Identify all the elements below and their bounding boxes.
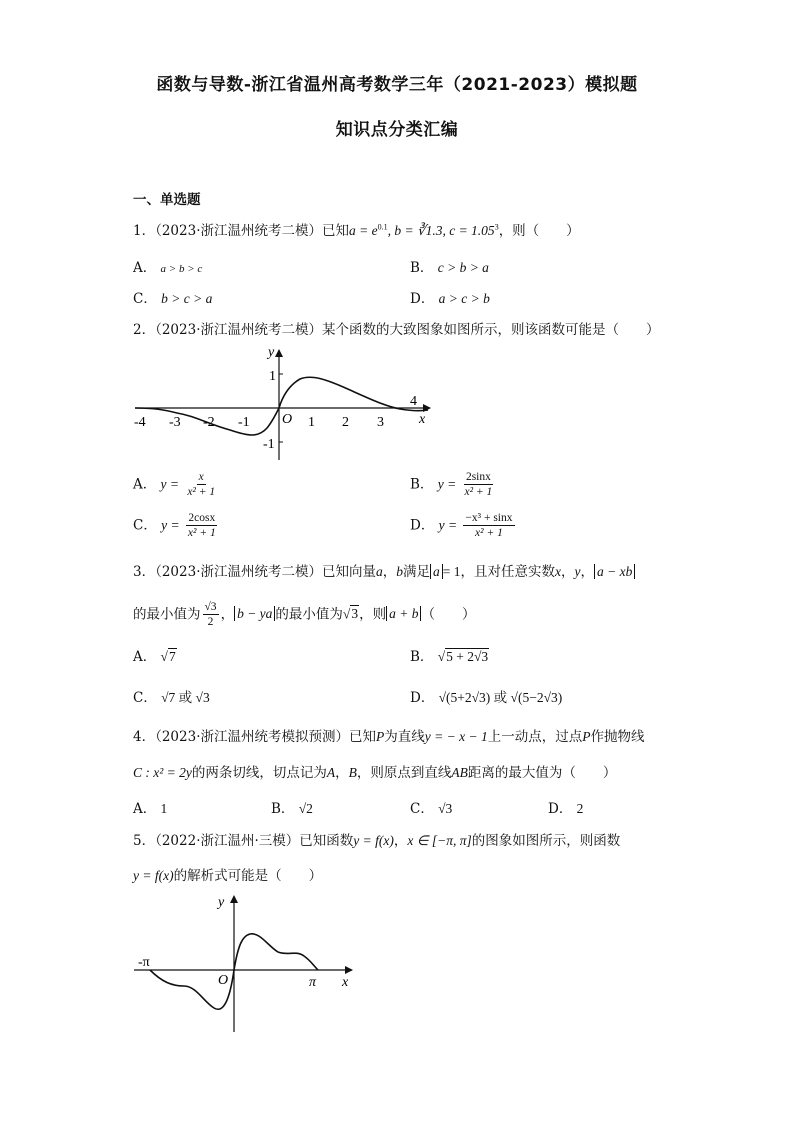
q2-xtick-neg3: -3 xyxy=(169,415,181,430)
q2-option-b-num: 2sinx xyxy=(464,470,493,485)
q2-graph xyxy=(130,342,440,462)
q3-option-c-label: C． xyxy=(133,690,157,706)
q5-neg-pi: -π xyxy=(138,955,150,970)
q3-comma2: ， xyxy=(561,564,575,580)
q3-stem-prefix: 3．（2023·浙江温州统考二模）已知向量 xyxy=(133,564,376,580)
q3-option-b[interactable]: B． √5 + 2√3 xyxy=(410,649,489,665)
q3-option-a-text: 7 xyxy=(168,649,176,664)
q3-option-b-label: B． xyxy=(410,649,434,665)
q4-origin-text: ，则原点到直线 xyxy=(356,765,452,781)
q2-option-d-label: D． xyxy=(410,517,435,534)
q4-parabola-text: 作抛物线 xyxy=(590,729,645,745)
q2-option-d[interactable] xyxy=(410,511,517,541)
q2-option-c-lhs: y = xyxy=(161,517,180,533)
q3-option-d-label: D． xyxy=(410,690,435,706)
q3-eq1: = 1 xyxy=(442,564,461,579)
q3-frac-num: √3 xyxy=(203,600,219,615)
q5-stem-line2 xyxy=(133,864,322,884)
q2-option-c-num: 2cosx xyxy=(186,511,217,526)
q2-origin-label: O xyxy=(282,412,293,427)
q5-domain: x ∈ [−π, π] xyxy=(407,833,472,848)
q1-option-d-text: a > c > b xyxy=(438,291,490,306)
q4-stem-line1 xyxy=(133,725,644,745)
q2-option-d-lhs: y = xyxy=(438,517,458,533)
q5-graph xyxy=(132,890,362,1035)
q3-option-b-text: 5 + 2√3 xyxy=(446,649,489,664)
q3-then: ，则 xyxy=(359,606,387,623)
q3-min-value-text2: 的最小值为 xyxy=(275,606,343,623)
q5-function2: y = f(x) xyxy=(133,868,174,883)
q1-exp: 0.1 xyxy=(377,222,388,232)
q4-point-b: B xyxy=(348,765,357,780)
q3-x: x xyxy=(555,564,561,579)
q5-pi: π xyxy=(309,975,317,990)
q1-option-b[interactable] xyxy=(410,256,489,276)
q2-xtick-3: 3 xyxy=(377,415,384,430)
q4-option-c-label: C． xyxy=(410,801,434,817)
q3-option-d-text: √(5+2√3) 或 √(5−2√3) xyxy=(438,690,563,705)
q4-option-a-label: A． xyxy=(133,801,157,817)
q1-stem-math2: , b = ∛1.3, c = 1.05 xyxy=(387,223,495,238)
q1-option-d[interactable] xyxy=(410,287,490,307)
q2-option-c[interactable] xyxy=(133,511,220,541)
q4-option-b-text: √2 xyxy=(298,801,313,816)
q2-option-b-label: B． xyxy=(410,476,434,493)
q4-option-c[interactable] xyxy=(410,797,452,817)
q1-stem-end: ，则（ ） xyxy=(498,223,580,239)
q2-xtick-neg4: -4 xyxy=(134,415,146,430)
q4-option-d-text: 2 xyxy=(576,801,584,816)
q1-stem-prefix: 1．（2023·浙江温州统考二模）已知 xyxy=(133,223,349,239)
q2-option-a-den: x² + 1 xyxy=(187,486,216,499)
q4-line-eq: y = − x − 1 xyxy=(424,729,488,744)
q2-ytick-neg1: -1 xyxy=(263,437,275,452)
q3-vector-b: b xyxy=(396,564,403,579)
q3-vector-a: a xyxy=(376,564,383,579)
q1-option-a-text: a > b > c xyxy=(160,263,203,275)
q4-point-p: P xyxy=(376,729,385,744)
q5-stem-line1 xyxy=(133,829,620,849)
q3-comma3: ， xyxy=(580,564,594,580)
q3-sqrt3: 3 xyxy=(351,606,359,622)
q4-tangent-text: 的两条切线，切点记为 xyxy=(191,765,327,781)
q2-option-d-den: x² + 1 xyxy=(475,527,503,540)
q1-option-a[interactable] xyxy=(133,256,202,276)
q2-y-label: y xyxy=(268,345,275,360)
q5-y-label: y xyxy=(218,895,225,910)
q4-option-b[interactable] xyxy=(271,797,313,817)
q2-option-b-lhs: y = xyxy=(437,476,457,492)
q4-stem-prefix: 4．（2023·浙江温州统考模拟预测）已知 xyxy=(133,729,376,745)
q2-xtick-neg2: -2 xyxy=(203,415,215,430)
q3-paren: （ ） xyxy=(421,606,476,623)
q5-formula-text: 的解析式可能是（ ） xyxy=(173,868,323,884)
q3-comma: ， xyxy=(382,564,397,580)
q5-origin-label: O xyxy=(218,973,229,988)
q4-option-d[interactable] xyxy=(548,797,583,817)
q3-stem-satisfy: 满足 xyxy=(403,564,430,580)
q2-option-c-label: C． xyxy=(133,517,157,534)
q1-stem-math: a = e xyxy=(349,223,378,238)
q4-point-a: A xyxy=(326,765,336,780)
q3-option-c-text: √7 或 √3 xyxy=(161,690,210,705)
q1-option-c[interactable] xyxy=(133,287,212,307)
q4-on-line: 为直线 xyxy=(384,729,425,745)
q2-xtick-4: 4 xyxy=(410,394,417,409)
q1-stem xyxy=(133,219,580,239)
q3-option-a-label: A． xyxy=(133,649,157,665)
q1-exp2: 3 xyxy=(494,222,499,232)
q4-option-a-text: 1 xyxy=(160,801,168,816)
page-subtitle: 知识点分类汇编 xyxy=(335,120,459,140)
q4-option-a[interactable] xyxy=(133,797,167,817)
page-title: 函数与导数-浙江省温州高考数学三年（2021-2023）模拟题 xyxy=(156,75,638,95)
q4-option-c-text: √3 xyxy=(438,801,453,816)
q4-stem-line2: C : x² = 2y的两条切线，切点记为A，B，则原点到直线AB距离的最大值为（ ） xyxy=(133,765,617,781)
q3-stem-line1 xyxy=(133,560,635,580)
q1-option-b-label: B． xyxy=(410,260,434,276)
q5-graph-text: 的图象如图所示，则函数 xyxy=(471,833,621,849)
q2-option-d-num: −x³ + sinx xyxy=(463,511,514,526)
q2-xtick-1: 1 xyxy=(308,415,315,430)
q3-y: y xyxy=(574,564,581,579)
q1-option-a-label: A． xyxy=(133,260,157,276)
q2-x-label: x xyxy=(419,412,426,427)
q3-min-value-text: 的最小值为 xyxy=(133,606,201,623)
q1-option-c-label: C． xyxy=(133,291,157,307)
q3-stem-any-real: ，且对任意实数 xyxy=(460,564,555,580)
q4-option-b-label: B． xyxy=(271,801,295,817)
q4-option-d-label: D． xyxy=(548,801,573,817)
q3-stem-line2: 的最小值为 $\frac{√3}{2}$ ， b − ya 的最小值为√3，则 a + b （ ） xyxy=(133,601,476,629)
q3-expr2: b − ya xyxy=(234,606,275,621)
q3-option-d[interactable] xyxy=(410,686,562,706)
q2-option-b[interactable] xyxy=(410,470,496,500)
q5-function: y = f(x) xyxy=(353,833,394,848)
q1-option-b-text: c > b > a xyxy=(437,260,489,275)
q2-option-b-den: x² + 1 xyxy=(464,486,493,499)
q3-option-c[interactable] xyxy=(133,686,210,706)
q2-xtick-neg1: -1 xyxy=(238,415,250,430)
q2-option-a-num: x xyxy=(197,470,206,485)
q4-moving-point: 上一动点，过点 xyxy=(487,729,583,745)
q4-line-ab: AB xyxy=(451,765,468,780)
q5-x-label: x xyxy=(342,975,349,990)
q1-option-d-label: D． xyxy=(410,291,435,307)
q2-option-a-label: A． xyxy=(133,476,157,493)
q2-ytick-1: 1 xyxy=(269,369,276,384)
q5-comma: ， xyxy=(393,833,408,849)
q3-expr1: a − xb xyxy=(594,564,635,579)
q3-comma4: ， xyxy=(220,606,235,623)
q4-point-p2: P xyxy=(582,729,591,744)
q3-expr3: a + b xyxy=(386,606,421,621)
q2-option-a[interactable] xyxy=(133,470,219,500)
q1-option-c-text: b > c > a xyxy=(161,291,213,306)
q2-stem: 2．（2023·浙江温州统考二模）某个函数的大致图象如图所示，则该函数可能是（ ） xyxy=(133,322,660,338)
q3-frac-den: 2 xyxy=(207,616,214,629)
q4-max-distance: 距离的最大值为（ ） xyxy=(467,765,617,781)
q2-xtick-2: 2 xyxy=(342,415,349,430)
q2-option-a-lhs: y = xyxy=(160,476,180,492)
q3-norm-a: a xyxy=(430,564,443,579)
q3-option-a[interactable]: A． √7 xyxy=(133,649,176,665)
q4-parabola-eq: C : x² = 2y xyxy=(133,765,192,780)
q2-option-c-den: x² + 1 xyxy=(187,527,216,540)
section-heading: 一、单选题 xyxy=(133,192,201,208)
q5-stem-prefix: 5．（2022·浙江温州·三模）已知函数 xyxy=(133,833,354,849)
